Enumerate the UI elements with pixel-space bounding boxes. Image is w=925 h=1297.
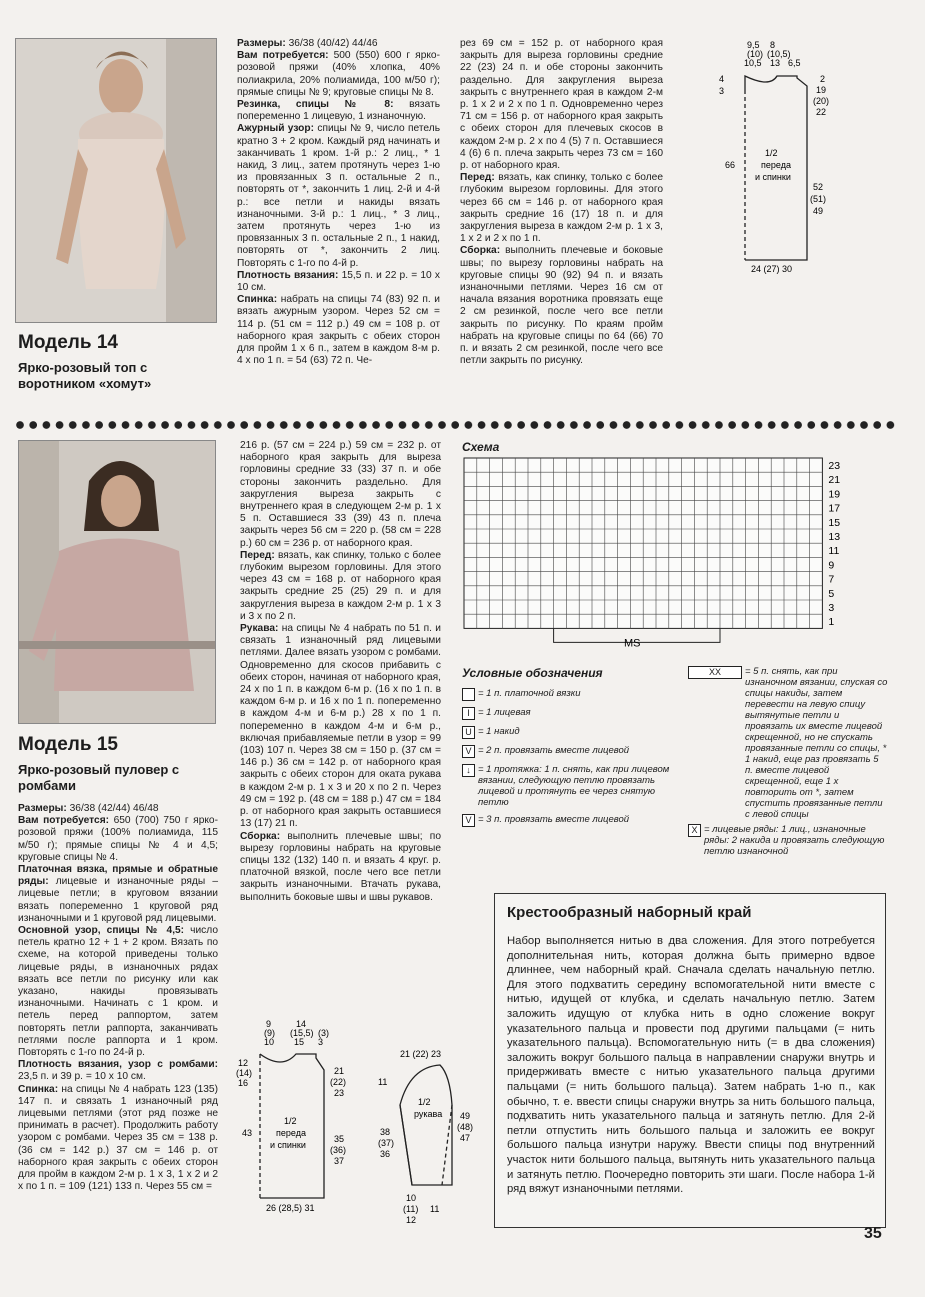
- row-number: 13: [828, 531, 841, 543]
- row-number: 11: [828, 545, 840, 558]
- paragraph-text: рез 69 см = 152 р. от наборного края закрыть для выреза горловины средние 22 (23) 24 п. и обе стороны закончить раздельно. Для закругления выреза закрыть с внутреннего края в каждом 2-м р. 1 х 2 и 2 х по 1 п. Одновременно через 71 см = 156 р. от наборного края закрыть с обеих сторон для плечевых скосов в каждом 2-м р. 2 х по 4 (5) 7 п. Оставшиеся 4 (6) 6 п. плеча закрыть через 73 см = 160 р. от наборного края.: [460, 38, 663, 172]
- paragraph: [18, 864, 218, 925]
- knitting-chart: [462, 456, 847, 656]
- paragraph: [240, 550, 441, 623]
- paragraph: [460, 245, 663, 367]
- paragraph: [240, 831, 441, 904]
- paragraph-text: выполнить плечевые и боковые швы; по вырезу горловины набрать на круговые спицы 90 (92) 94 п. и вязать изнаночными петлями. Через 16 см от начала вязания воротника провязать еще 2 см резинкой, после чего все петли закрыть по рисунку. По краям пройм набрать на круговые спицы по 64 (66) 70 п. и вязать 2 см резинкой, после чего все петли закрыть по рисунку.: [460, 245, 663, 367]
- m15-dim: (9): [264, 1028, 275, 1038]
- page-number: 35: [864, 1225, 882, 1242]
- m15-label: и спинки: [270, 1140, 306, 1150]
- paragraph-heading: Размеры:: [237, 38, 286, 49]
- legend-item: [462, 764, 687, 808]
- m15-dim: 11: [430, 1204, 440, 1214]
- row-number: 1: [828, 616, 835, 629]
- m14-dim: 24 (27) 30: [751, 264, 793, 274]
- m14-label: и спинки: [755, 172, 791, 182]
- m15-dim: 36: [380, 1149, 391, 1159]
- m15-dim: (3): [318, 1028, 329, 1038]
- paragraph-heading: Сборка:: [240, 830, 281, 842]
- legend-title: Условные обозначения: [462, 666, 603, 680]
- paragraph-heading: Резинка, спицы № 8:: [237, 99, 394, 111]
- legend-symbol-icon: U: [462, 726, 475, 739]
- legend-symbol-icon: V: [462, 814, 475, 827]
- model-15-body-pattern: [232, 1018, 352, 1218]
- row-number: 5: [828, 587, 835, 600]
- paragraph: [18, 803, 218, 815]
- m15-label: рукава: [414, 1109, 443, 1119]
- paragraph-text: 15,5 п. и 22 р. = 10 х 10 см.: [237, 269, 440, 294]
- m15-dim: 38: [380, 1127, 391, 1137]
- legend-text: = 5 п. снять, как при изнаночном вязании, спуская со спицы накиды, затем перевести на левую спицу вытянутые петли и провязать их вместе лицевой скрещенной, но не спускать провязанные петли со спицы, * 1 накид, еще раз провязать 5 п. вместе лицевой скрещенной, еще 1 х повторить от *, затем спустить провязанные петли с левой спицы: [745, 666, 888, 820]
- paragraph-text: 216 р. (57 см = 224 р.) 59 см = 232 р. от наборного края закрыть для выреза горловины средние 33 (33) 37 п. и обе стороны закончить раздельно. Для закругления выреза закрыть с внутреннего края в следующем 2-м р. 1 х 5 п. Оставшиеся 33 (39) 43 п. плеча закрыть через 56 см = 220 р. (58 см = 228 р.) 60 см = 236 р. от наборного края.: [240, 440, 441, 549]
- paragraph: [240, 623, 441, 830]
- model-14-column-2: [460, 38, 663, 367]
- m15-dim: (11): [403, 1204, 419, 1214]
- paragraph-heading: Платочная вязка, прямые и обратные ряды:: [18, 864, 218, 888]
- model-14-photo: [15, 38, 217, 323]
- m15-dim: 16: [238, 1078, 249, 1088]
- model-14-subtitle: Ярко-розовый топ с воротником «хомут»: [18, 360, 152, 391]
- paragraph: [240, 440, 441, 550]
- repeat-label: MS: [624, 637, 641, 650]
- paragraph: [237, 294, 440, 367]
- paragraph-heading: Размеры:: [18, 803, 67, 814]
- paragraph-heading: Сборка:: [460, 245, 501, 257]
- model-14-column-1: [237, 38, 440, 367]
- row-number: 17: [828, 502, 841, 515]
- paragraph: [237, 50, 440, 99]
- row-number: 21: [828, 474, 841, 487]
- paragraph: [460, 172, 663, 245]
- model-15-column-2: [240, 440, 441, 904]
- model-15-column-1: [18, 803, 218, 1194]
- paragraph-text: выполнить плечевые швы; по вырезу горловины набрать на круговые спицы 132 (132) 140 п. и вязать 4 круг. р. платочной вязкой, после чего все петли закрыть изнаночными. Втачать рукава, выполнить боковые швы и швы рукавов.: [240, 830, 441, 903]
- legend-item: [462, 814, 687, 827]
- paragraph: [18, 1059, 218, 1083]
- paragraph: [18, 1084, 218, 1194]
- model-14-figure: [16, 39, 216, 322]
- paragraph-text: 36/38 (40/42) 44/46: [285, 38, 378, 49]
- paragraph-heading: Вам потребуется:: [237, 50, 329, 62]
- paragraph: [237, 99, 440, 123]
- info-box: [494, 893, 886, 1228]
- paragraph-heading: Ажурный узор:: [237, 123, 314, 135]
- row-number: 23: [828, 460, 841, 472]
- m14-dim: 13: [770, 58, 781, 68]
- m14-label: переда: [761, 160, 791, 170]
- paragraph: [460, 38, 663, 172]
- m14-dim: (10): [747, 49, 764, 59]
- m15-dim: 10: [406, 1193, 417, 1203]
- legend-text: = 1 п. платочной вязки: [478, 688, 581, 699]
- m15-label: 1/2: [418, 1097, 431, 1107]
- model-15-sleeve-pattern: [370, 1045, 480, 1225]
- legend-item: [462, 726, 687, 739]
- paragraph: [18, 815, 218, 864]
- legend-symbol-icon: XX: [688, 666, 742, 679]
- row-number: 15: [828, 516, 841, 529]
- m15-dim: (22): [330, 1077, 347, 1087]
- paragraph-heading: Спинка:: [237, 294, 278, 306]
- paragraph-heading: Спинка:: [18, 1083, 59, 1095]
- paragraph-heading: Плотность вязания:: [237, 269, 339, 281]
- m14-dim: (20): [813, 96, 830, 106]
- m15-dim: (15,5): [290, 1028, 314, 1038]
- legend-text: = 1 протяжка: 1 п. снять, как при лицевом вязании, следующую петлю провязать лицевой и протянуть ее через снятую петлю: [478, 764, 670, 808]
- m15-dim: 43: [242, 1128, 253, 1138]
- m15-dim: 12: [238, 1058, 249, 1068]
- m14-dim: (51): [810, 194, 827, 204]
- legend-item: [688, 666, 888, 820]
- model-14-pattern-diagram: [715, 38, 835, 283]
- paragraph-text: вязать попеременно 1 лицевую, 1 изнаночную.: [237, 99, 441, 123]
- legend-text: = лицевые ряды: 1 лиц., изнаночные ряды: 2 накида и провязать следующую петлю изнаночной: [704, 824, 885, 857]
- m14-dim: 52: [813, 182, 824, 192]
- section-divider: [15, 420, 895, 430]
- paragraph-heading: Вам потребуется:: [18, 815, 110, 827]
- paragraph: [18, 925, 218, 1059]
- m15-dim: 49: [460, 1111, 471, 1121]
- paragraph-heading: Основной узор, спицы № 4,5:: [18, 925, 185, 937]
- paragraph-text: на спицы № 4 набрать 123 (135) 147 п. и связать 1 изнаночный ряд лицевыми петлями (этот ряд позже не принимать в расчет). Продолжить работу узором с ромбами. Через 35 см = 138 р. (36 см = 142 р.) 37 см = 146 р. от наборного края закрыть с обеих сторон для пройм в каждом 2-м р. 1 х 3, 1 х 2 и 2 х по 1 п. = 109 (121) 133 п. Через 55 см =: [18, 1083, 218, 1193]
- m14-dim: 6,5: [788, 58, 801, 68]
- paragraph-heading: Плотность вязания, узор с ромбами:: [18, 1059, 218, 1071]
- row-number: 3: [828, 602, 835, 614]
- model-15-photo: [18, 440, 216, 724]
- paragraph: [237, 270, 440, 294]
- paragraph-text: 23,5 п. и 39 р. = 10 х 10 см.: [18, 1071, 146, 1083]
- legend-item: [462, 745, 687, 758]
- row-number: 7: [828, 573, 835, 586]
- legend-text: = 1 лицевая: [478, 707, 531, 718]
- model-15-title: Модель 15: [18, 734, 118, 755]
- m15-dim: 15: [294, 1037, 305, 1047]
- m15-dim: 11: [378, 1077, 388, 1087]
- model-14-title: Модель 14: [18, 332, 118, 353]
- paragraph-text: вязать, как спинку, только с более глубоким вырезом горловины. Для этого через 66 см = 146 р. от наборного края закрыть средние 16 (17) 18 п. и для закругления выреза в каждом 2-м р. 1 х 3, 1 х 2 и 2 х по 1 п.: [460, 172, 663, 245]
- paragraph-heading: Перед:: [240, 549, 275, 561]
- m14-dim: 10,5: [744, 58, 762, 68]
- paragraph-heading: Рукава:: [240, 623, 279, 635]
- m15-dim: 21: [334, 1066, 345, 1076]
- row-number: 9: [828, 559, 835, 572]
- m14-dim: (10,5): [767, 49, 791, 59]
- paragraph-text: число петель кратно 12 + 1 + 2 кром. Вязать по схеме, на которой приведены только лицевые ряды, в изнаночных рядах вязать все петли по рисунку или как указано, накиды провязывать изнаночными. Начинать с 1 кром. и петель перед раппортом, затем повторять петли раппорта, заканчивать петлями после раппорта и 1 кром. Повторять с 1-го по 24-й р.: [18, 925, 218, 1059]
- m15-dim: 26 (28,5) 31: [266, 1203, 315, 1213]
- legend-symbol-icon: ↓: [462, 764, 475, 777]
- m15-dim: 12: [406, 1215, 417, 1225]
- m15-label: переда: [276, 1128, 306, 1138]
- m14-dim: 4: [719, 74, 725, 84]
- row-number: 19: [828, 488, 841, 501]
- m15-dim: (37): [378, 1138, 395, 1148]
- paragraph-text: 36/38 (42/44) 46/48: [66, 803, 159, 814]
- paragraph-text: набрать на спицы 74 (83) 92 п. и вязать ажурным узором. Через 52 см = 114 р. (51 см = 112 р.) 49 см = 108 р. от наборного края закрыть с обеих сторон для пройм 1 х 6 п., затем в каждом 8-м р. 4 х по 1 п. = 54 (63) 72 п. Че-: [237, 294, 440, 367]
- info-box-title: Крестообразный наборный край: [507, 904, 752, 921]
- legend-symbol-icon: V: [462, 745, 475, 758]
- paragraph-heading: Перед:: [460, 172, 495, 184]
- m15-dim: 23: [334, 1088, 345, 1098]
- m14-dim: 9,5: [747, 40, 760, 50]
- paragraph-text: на спицы № 4 набрать по 51 п. и связать 1 изнаночный ряд лицевыми петлями. Далее вязать узором с ромбами. Одновременно для скосов прибавить с обеих сторон, начиная от наборного края, 24 х по 1 п. в каждом 6-м р. (16 х по 1 п. в каждом 6-м р. и 16 х по 1 п. попеременно в каждом 4-м и 6-м р.) 28 х по 1 п. попеременно в каждом 4-м и 6-м р., включая прибавляемые петли в узор = 99 (103) 107 п. Через 38 см = 150 р. (37 см = 146 р.) 36 см = 142 р. от наборного края закрыть с обеих сторон для оката рукава в каждом 2-м р. 1 х 3 и 20 х по 2 п. Через 49 см = 192 р. (48 см = 188 р.) 47 см = 184 р. от наборного края закрыть оставшиеся 13 (17) 21 п.: [240, 623, 441, 830]
- paragraph-text: 500 (550) 600 г ярко-розовой пряжи (40% хлопка, 40% полиакрила, 20% полиамида, 100 м/50 г); прямые спицы № 9; круговые спицы № 8.: [237, 50, 440, 98]
- m14-dim: 2: [820, 74, 826, 84]
- legend-right: [688, 666, 888, 861]
- paragraph-text: вязать, как спинку, только с более глубоким вырезом горловины. Для этого через 43 см = 168 р. от наборного края закрыть средние 25 (25) 29 п. и для закругления выреза в каждом 2-м р. 1 х 3 и 3 х по 2 п.: [240, 549, 441, 622]
- m14-dim: 3: [719, 86, 725, 96]
- legend-symbol-icon: X: [688, 824, 701, 837]
- paragraph-text: 650 (700) 750 г ярко-розовой пряжи (100% полиамида, 115 м/50 г); прямые спицы № 4 и 4,5; круговые спицы № 4.: [18, 815, 218, 863]
- legend-symbol-icon: [462, 688, 475, 701]
- legend-item: [688, 824, 888, 857]
- m15-dim: 47: [460, 1133, 471, 1143]
- legend-item: [462, 707, 687, 720]
- m15-dim: (36): [330, 1145, 347, 1155]
- m15-dim: 9: [266, 1019, 272, 1029]
- info-box-text: Набор выполняется нитью в два сложения. Для этого потребуется дополнительная нить, которая должна быть примерно вдвое длиннее, чем наборный край. Сначала сделать начальную петлю. Для этого подхватить середину вспомогательной нити вместе с нитью, идущей от клубка, и сделать начальную петлю. Затем заложить идущую от клубка нить в одно сложение вокруг указательного пальца и провести под другими пальцами (= нить указательного пальца). Вспомогательную нить (= в два сложения) заложить вокруг большого пальца в направлении снаружи внутрь и придерживать вместе с нитью указательного пальца другими пальцами (= нить большого пальца). Затем набрать 1-ю п., как обычно, т. е. ввести спицы снаружи внутрь за нить большого пальца, подхватить нить указательного пальца и затянуть петлю. Для 2-й петли отпустить нить большого пальца и заложить ее вокруг большого пальца изнутри наружу. Ввести спицы под внутренний участок нити большого пальца, вытянуть нить указательного пальца и затянуть петлю. Поочередно повторить эти шаги. После набора 1-й ряд вяжут изнаночными петлями.: [507, 935, 875, 1196]
- model-15-figure: [19, 441, 215, 723]
- legend-text: = 3 п. провязать вместе лицевой: [478, 814, 630, 825]
- m15-dim: 21 (22) 23: [400, 1049, 442, 1059]
- paragraph-text: лицевые и изнаночные ряды – лицевые петли; в круговом вязании вязать попеременно 1 круговой ряд изнаночными и 1 круговой ряд лицевыми.: [18, 876, 218, 924]
- m14-dim: 19: [816, 85, 827, 95]
- m15-dim: 10: [264, 1037, 275, 1047]
- legend-left: [462, 688, 687, 833]
- model-15-subtitle: Ярко-розовый пуловер с ромбами: [18, 762, 180, 793]
- legend-text: = 1 накид: [478, 726, 520, 737]
- paragraph: [237, 38, 440, 50]
- paragraph-text: спицы № 9, число петель кратно 3 + 2 кром. Каждый ряд начинать и заканчивать 1 кром. 1-й р.: 2 лиц., * 1 накид, 3 лиц., затем протянуть через 1-ю из провязанных 3 п. остальные 2 п., повторять от *, закончить 1 лиц. 2-й и 4-й р.: все петли и накиды вязать изнаночными. 3-й р.: 1 лиц., * 3 лиц., затем протянуть через 1-ю из провязанных 3 п. остальные 2 п., 1 накид, повторять от *, закончить 2 лиц. Повторять с 1-го по 4-й р.: [237, 123, 441, 269]
- m14-dim: 66: [725, 160, 736, 170]
- m15-dim: (48): [457, 1122, 474, 1132]
- m14-label: 1/2: [765, 148, 778, 158]
- m15-dim: 37: [334, 1156, 345, 1166]
- m14-dim: 22: [816, 107, 827, 117]
- m15-dim: 3: [318, 1037, 324, 1047]
- legend-item: [462, 688, 687, 701]
- legend-text: = 2 п. провязать вместе лицевой: [478, 745, 630, 756]
- m15-dim: (14): [236, 1068, 253, 1078]
- paragraph: [237, 123, 440, 269]
- legend-symbol-icon: I: [462, 707, 475, 720]
- m14-dim: 49: [813, 206, 824, 216]
- schema-title: Схема: [462, 440, 500, 454]
- m14-dim: 8: [770, 40, 776, 50]
- m15-dim: 35: [334, 1134, 345, 1144]
- m15-label: 1/2: [284, 1116, 297, 1126]
- m15-dim: 14: [296, 1019, 307, 1029]
